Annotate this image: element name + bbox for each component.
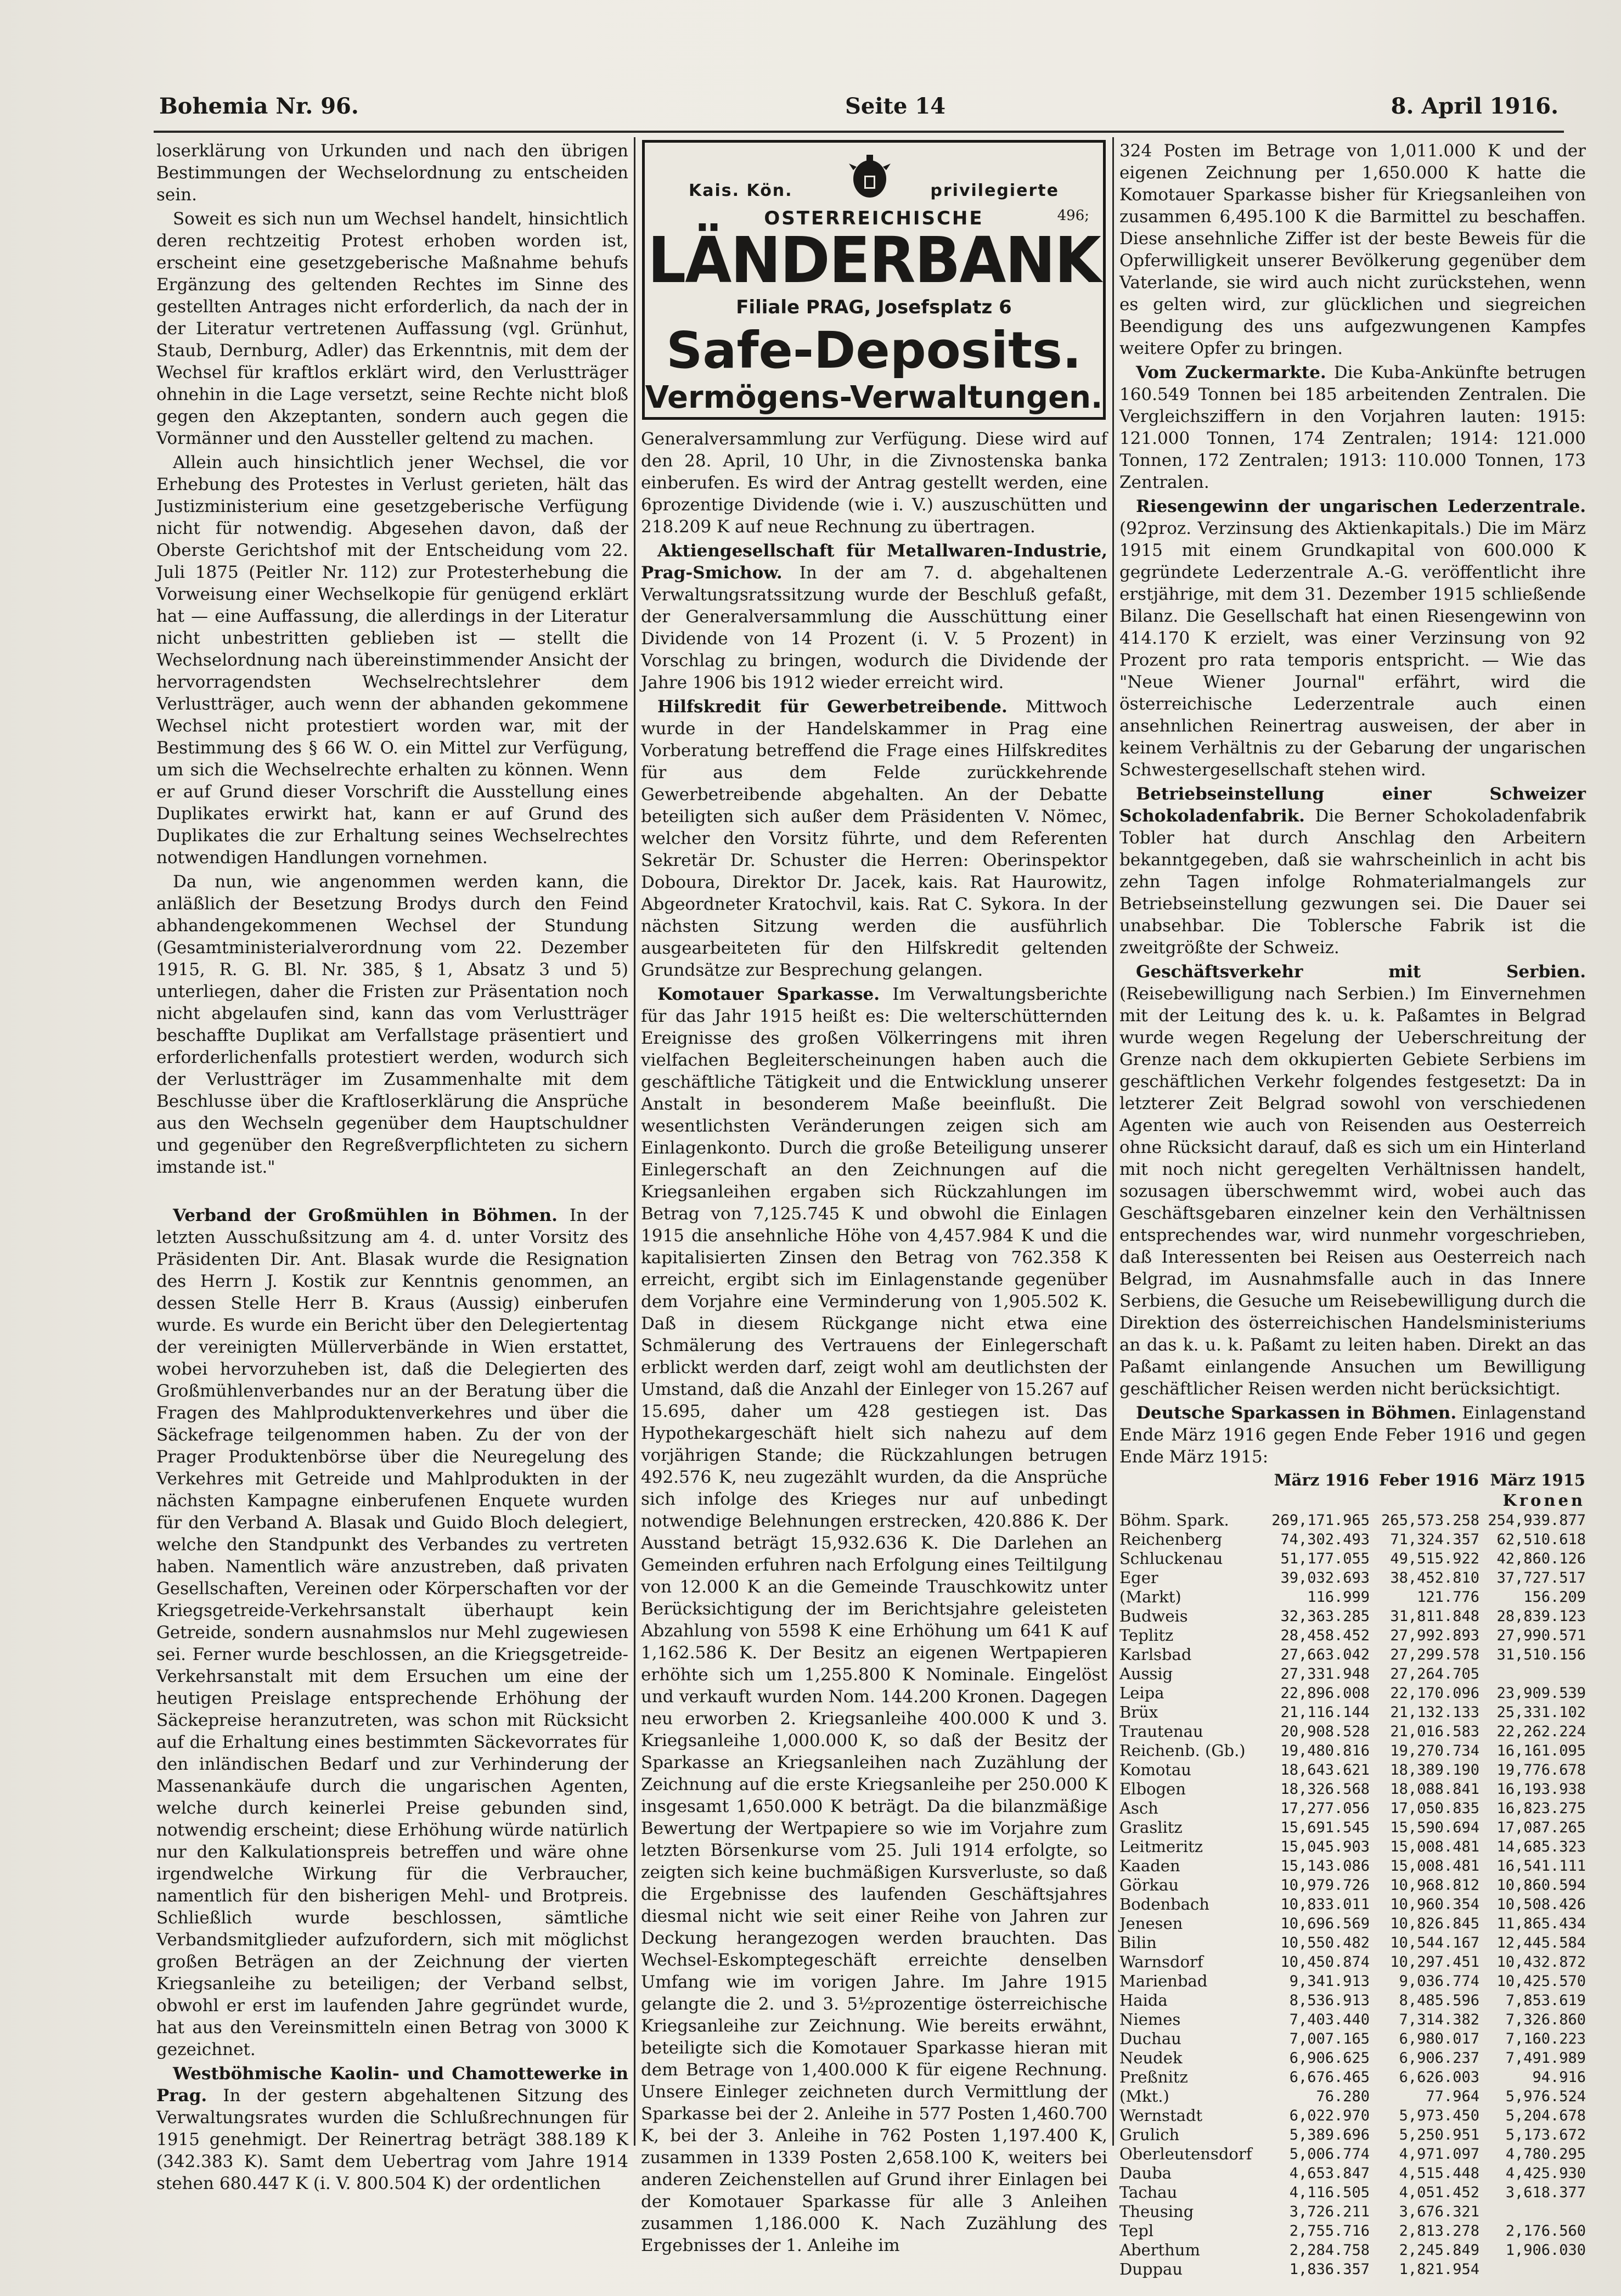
bank-name-cell: Brüx <box>1119 1703 1158 1721</box>
article-heading: Westböhmische Kaolin- und Chamottewerke in Prag. <box>156 2064 628 2106</box>
amount-cell: 15,590.694 <box>1390 1819 1479 1836</box>
amount-cell: 49,515.922 <box>1390 1550 1479 1567</box>
amount-cell: 76.280 <box>1316 2088 1370 2105</box>
bank-name-cell: Budweis <box>1119 1607 1188 1625</box>
column-rule-left <box>634 137 635 2146</box>
table-row <box>1119 1588 1586 1607</box>
amount-cell: 3,726.211 <box>1289 2203 1370 2220</box>
header-date: 8. April 1916. <box>1391 93 1558 119</box>
table-row <box>1119 1607 1586 1626</box>
bank-name-cell: Reichenberg <box>1119 1530 1223 1549</box>
article-heading: Aktiengesellschaft für Metallwaren-Industrie, Prag-Smichow. <box>641 541 1107 583</box>
table-row <box>1119 1933 1586 1952</box>
amount-cell: 10,297.451 <box>1390 1954 1479 1971</box>
table-row <box>1119 1837 1586 1856</box>
amount-cell: 62,510.618 <box>1496 1531 1586 1548</box>
amount-cell: 6,626.003 <box>1399 2069 1479 2086</box>
table-row <box>1119 2241 1586 2260</box>
amount-cell: 27,299.578 <box>1390 1646 1479 1663</box>
table-row <box>1119 2221 1586 2241</box>
bank-name-cell: Schluckenau <box>1119 1549 1223 1568</box>
amount-cell: 9,341.913 <box>1289 1973 1370 1990</box>
paragraph: Die Kuba-Ankünfte betrugen 160.549 Tonnen bei 185 arbeitenden Zentralen. Die Vergleichsziffern in den Vorjahren lauten: 1915: 121.000 Tonnen, 174 Zentralen; 1914: 121.000 Tonnen, 172 Zentralen; 1913: 110.000 Tonnen, 173 Zentralen. <box>1119 363 1586 492</box>
table-row <box>1119 1914 1586 1933</box>
table-row <box>1119 1530 1586 1549</box>
amount-cell: 156.209 <box>1523 1589 1586 1606</box>
savings-banks-table <box>1119 1470 1586 2279</box>
amount-cell: 7,007.165 <box>1289 2030 1370 2047</box>
bank-name-cell: Bodenbach <box>1119 1895 1209 1914</box>
amount-cell: 16,541.111 <box>1496 1858 1586 1875</box>
table-row <box>1119 1684 1586 1703</box>
bank-name-cell: Görkau <box>1119 1876 1179 1894</box>
bank-name-cell: Asch <box>1119 1799 1158 1817</box>
amount-cell: 5,173.672 <box>1505 2126 1586 2143</box>
amount-cell: 18,389.190 <box>1390 1762 1479 1779</box>
amount-cell: 7,314.382 <box>1399 2011 1479 2028</box>
amount-cell: 10,544.167 <box>1390 1934 1479 1951</box>
page-header <box>148 88 1564 132</box>
amount-cell: 3,618.377 <box>1505 2184 1586 2201</box>
bank-name-cell: Kaaden <box>1119 1856 1180 1875</box>
table-row <box>1119 1741 1586 1760</box>
amount-cell: 7,326.860 <box>1505 2011 1586 2028</box>
amount-cell: 6,906.625 <box>1289 2050 1370 2067</box>
table-row <box>1119 2145 1586 2164</box>
article-heading: Betriebseinstellung einer Schweizer Schokoladenfabrik. <box>1119 784 1586 826</box>
bank-name-cell: Marienbad <box>1119 1972 1208 1990</box>
amount-cell: 15,691.545 <box>1280 1819 1370 1836</box>
table-row <box>1119 2164 1586 2183</box>
paragraph: Soweit es sich nun um Wechsel handelt, hinsichtlich deren rechtzeitig Protest erhoben worden ist, erscheint eine gesetzgeberische Maßnahme behufs Ergänzung des geltenden Rechtes im Sinne des gestellten Antrages nicht erforderlich, da nach der in der Literatur vertretenen Auffassung (vgl. Grünhut, Staub, Dernburg, Adler) das Erkenntnis, mit dem der Wechsel für kraftlos erklärt wird, den Verlustträger ohnehin in die Lage versetzt, seine Rechte nicht bloß gegen den Akzeptanten, sondern auch gegen die Vormänner und den Aussteller geltend zu machen. <box>156 209 628 448</box>
amount-cell: 22,170.096 <box>1390 1685 1479 1702</box>
amount-cell: 7,853.619 <box>1505 1992 1586 2009</box>
paragraph: Die Berner Schokoladenfabrik Tobler hat durch Anschlag den Arbeitern bekanntgegeben, daß sie wahrscheinlich in acht bis zehn Tagen infolge Rohmaterialmangels zur Betriebseinstellung gezwungen sei. Die Dauer sei unabsehbar. Die Toblersche Fabrik ist die zweitgrößte der Schweiz. <box>1119 806 1586 958</box>
amount-cell: 10,450.874 <box>1280 1954 1370 1971</box>
amount-cell: 27,990.571 <box>1496 1627 1586 1644</box>
amount-cell: 15,008.481 <box>1390 1858 1479 1875</box>
amount-cell <box>1479 1664 1586 1684</box>
laenderbank-advertisement: Kais. Kön. privilegierte OSTERREICHISCHE 496; LÄNDERBANK Filiale PRAG, Josefsplatz 6 Safe-Deposits. Vermögens-Verwaltungen. <box>642 140 1106 420</box>
amount-cell: 1,906.030 <box>1505 2242 1586 2259</box>
amount-cell: 74,302.493 <box>1280 1531 1370 1548</box>
article-heading: Komotauer Sparkasse. <box>657 984 880 1004</box>
amount-cell: 8,536.913 <box>1289 1992 1370 2009</box>
paragraph: Da nun, wie angenommen werden kann, die anläßlich der Besetzung Brodys durch den Feind abhandengekommenen Wechsel der Stundung (Gesamtministerialverordnung vom 22. Dezember 1915, R. G. Bl. Nr. 385, § 1, Absatz 3 und 5) unterliegen, daher die Fristen zur Präsentation noch nicht abgelaufen sind, kann das vom Verlustträger beschaffte Duplikat am Verfallstage präsentiert und erforderlichenfalls protestiert werden, wodurch sich der Verlustträger im Zusammenhalte mit dem Beschlusse über die Kraftloserklärung die Ansprüche aus den Wechseln gegenüber dem Hauptschuldner und gegenüber den Regreßverpflichteten zu sichern imstande ist." <box>156 872 628 1177</box>
amount-cell: 254,939.877 <box>1488 1512 1586 1529</box>
amount-cell: 21,116.144 <box>1280 1704 1370 1721</box>
table-header: März 1916 <box>1274 1471 1370 1489</box>
amount-cell <box>1479 2260 1586 2279</box>
amount-cell: 4,116.505 <box>1289 2184 1370 2201</box>
amount-cell: 5,389.696 <box>1289 2126 1370 2143</box>
amount-cell: 16,823.275 <box>1496 1800 1586 1817</box>
amount-cell: 77.964 <box>1426 2088 1479 2105</box>
amount-cell: 10,960.354 <box>1390 1896 1479 1913</box>
column-rule-right <box>1112 137 1114 2146</box>
bank-name-cell: Duppau <box>1119 2260 1183 2278</box>
table-row <box>1119 1856 1586 1876</box>
ad-asset-management: Vermögens-Verwaltungen. <box>645 380 1103 415</box>
amount-cell: 9,036.774 <box>1399 1973 1479 1990</box>
table-header: März 1915 <box>1490 1471 1585 1489</box>
paragraph: (92proz. Verzinsung des Aktienkapitals.) Die im März 1915 mit einem Grundkapital von 600.000 K gegründete Lederzentrale A.-G. veröffentlicht ihre erstjährige, mit dem 31. Dezember 1915 schließende Bilanz. Die Gesellschaft hat einen Riesengewinn von 414.170 K erzielt, was einer Verzinsung von 92 Prozent pro rata temporis entspricht. — Wie das "Neue Wiener Journal" erfährt, wird die österreichische Lederzentrale auch einen ansehnlichen Reinertrag ausweisen, der aber in keinem Verhältnis zu der Gebarung der ungarischen Schwestergesellschaft stehen wird. <box>1119 519 1586 780</box>
amount-cell: 19,270.734 <box>1390 1742 1479 1759</box>
table-row <box>1119 1549 1586 1568</box>
bank-name-cell: Jenesen <box>1119 1914 1183 1933</box>
amount-cell: 27,992.893 <box>1390 1627 1479 1644</box>
bank-name-cell: Grulich <box>1119 2125 1180 2144</box>
amount-cell: 31,811.848 <box>1390 1608 1479 1625</box>
paragraph: loserklärung von Urkunden und nach den übrigen Bestimmungen der Wechselordnung zu entscheiden sein. <box>156 141 628 205</box>
amount-cell: 15,045.903 <box>1280 1838 1370 1855</box>
bank-name-cell: Teplitz <box>1119 1626 1174 1645</box>
amount-cell: 16,161.095 <box>1496 1742 1586 1759</box>
amount-cell: 2,284.758 <box>1289 2242 1370 2259</box>
amount-cell: 28,458.452 <box>1280 1627 1370 1644</box>
paragraph: In der am 7. d. abgehaltenen Verwaltungsratssitzung wurde der Beschluß gefaßt, der Generalversammlung die Ausschüttung einer Dividende von 14 Prozent (i. V. 5 Prozent) in Vorschlag zu bringen, wodurch die Dividende der Jahre 1906 bis 1912 wieder erreicht wird. <box>641 563 1107 693</box>
table-header: Feber 1916 <box>1378 1471 1479 1489</box>
amount-cell: 51,177.055 <box>1280 1550 1370 1567</box>
article-heading: Vom Zuckermarkte. <box>1136 363 1326 382</box>
paragraph: 324 Posten im Betrage von 1,011.000 K und der eigenen Zeichnung per 1,650.000 K hatte die Komotauer Sparkasse bisher für Kriegsanleihen von zusammen 6,495.100 K die Barmittel zu beschaffen. Diese ansehnliche Ziffer ist der beste Beweis für die Opferwilligkeit unserer Bevölkerung gegenüber dem Vaterlande, sie wird auch nicht zurückstehen, wenn es gelten wird, zur glücklichen und siegreichen Beendigung des uns aufgezwungenen Kampfes weitere Opfer zu bringen. <box>1119 141 1586 358</box>
bank-name-cell: Bilin <box>1119 1933 1157 1952</box>
bank-name-cell: Böhm. Spark. <box>1119 1511 1229 1529</box>
amount-cell: 4,425.930 <box>1505 2165 1586 2182</box>
article-heading: Verband der Großmühlen in Böhmen. <box>173 1206 558 1225</box>
bank-name-cell: Graslitz <box>1119 1818 1183 1837</box>
amount-cell: 10,425.570 <box>1496 1973 1586 1990</box>
amount-cell: 27,331.948 <box>1280 1665 1370 1682</box>
amount-cell: 2,755.716 <box>1289 2222 1370 2239</box>
table-row <box>1119 1645 1586 1664</box>
amount-cell: 4,051.452 <box>1399 2184 1479 2201</box>
amount-cell: 19,776.678 <box>1496 1762 1586 1779</box>
amount-cell: 2,245.849 <box>1399 2242 1479 2259</box>
amount-cell: 265,573.258 <box>1381 1512 1479 1529</box>
amount-cell: 5,006.774 <box>1289 2146 1370 2163</box>
bank-name-cell: Eger <box>1119 1568 1158 1587</box>
amount-cell: 6,676.465 <box>1289 2069 1370 2086</box>
article-heading: Hilfskredit für Gewerbetreibende. <box>657 697 1008 717</box>
amount-cell: 71,324.357 <box>1390 1531 1479 1548</box>
table-row <box>1119 2260 1586 2279</box>
amount-cell: 5,976.524 <box>1505 2088 1586 2105</box>
bank-name-cell: Leipa <box>1119 1684 1164 1702</box>
paragraph: (Reisebewilligung nach Serbien.) Im Einvernehmen mit der Leitung des k. u. k. Paßamtes in Belgrad wurde wegen Regelung der Ueberschreitung der Grenze nach dem okkupierten Gebiete Serbiens im geschäftlichen Verkehr folgendes festgesetzt: Da in letzterer Zeit Belgrad sowohl von verschiedenen Agenten wie auch von Reisenden aus Oesterreich ohne Rücksicht darauf, daß es sich um ein Hinterland mit noch nicht geregelten Verhältnissen handelt, sozusagen überschwemmt wird, wobei auch das Geschäftsgebaren einzelner kein den Verhältnissen entsprechendes war, wird nunmehr vorgeschrieben, daß Interessenten bei Reisen aus Oesterreich nach Belgrad, im Ausnahmsfalle auch in das Innere Serbiens, die Gesuche um Reisebewilligung durch die Direktion des österreichischen Handelsministeriums an das k. u. k. Paßamt zu leiten haben. Direkt an das Paßamt einlangende Ansuchen um Bewilligung geschäftlicher Reisen werden nicht berücksichtigt. <box>1119 984 1586 1399</box>
amount-cell: 4,971.097 <box>1399 2146 1479 2163</box>
amount-cell: 2,176.560 <box>1505 2222 1586 2239</box>
amount-cell: 7,491.989 <box>1505 2050 1586 2067</box>
amount-cell: 20,908.528 <box>1280 1723 1370 1740</box>
table-row <box>1119 1722 1586 1741</box>
bank-name-cell: (Markt) <box>1119 1588 1181 1606</box>
column-1 <box>156 140 628 2193</box>
amount-cell: 10,968.812 <box>1390 1877 1479 1894</box>
table-row <box>1119 2087 1586 2106</box>
header-page-number: Seite 14 <box>845 93 946 119</box>
table-row <box>1119 2029 1586 2049</box>
ad-bank-name: LÄNDERBANK <box>648 223 1100 297</box>
amount-cell: 28,839.123 <box>1496 1608 1586 1625</box>
amount-cell: 22,896.008 <box>1280 1685 1370 1702</box>
amount-cell: 5,204.678 <box>1505 2107 1586 2124</box>
table-row <box>1119 1799 1586 1818</box>
bank-name-cell: Aussig <box>1119 1664 1173 1683</box>
amount-cell: 116.999 <box>1307 1589 1370 1606</box>
bank-name-cell: Warnsdorf <box>1119 1952 1203 1971</box>
header-rule <box>154 131 1564 133</box>
amount-cell: 27,663.042 <box>1280 1646 1370 1663</box>
amount-cell: 22,262.224 <box>1496 1723 1586 1740</box>
bank-name-cell: Haida <box>1119 1991 1168 2010</box>
bank-name-cell: Wernstadt <box>1119 2106 1203 2125</box>
column-3 <box>1119 140 1586 2278</box>
bank-name-cell: Tachau <box>1119 2183 1178 2202</box>
amount-cell: 18,643.621 <box>1280 1762 1370 1779</box>
article-heading: Riesengewinn der ungarischen Lederzentrale. <box>1136 497 1586 516</box>
amount-cell: 27,264.705 <box>1390 1665 1479 1682</box>
amount-cell: 11,865.434 <box>1496 1915 1586 1932</box>
paragraph: Einlagenstand Ende März 1916 gegen Ende Feber 1916 und gegen Ende März 1915: <box>1119 1403 1586 1467</box>
amount-cell: 15,143.086 <box>1280 1858 1370 1875</box>
bank-name-cell: Neudek <box>1119 2049 1183 2067</box>
amount-cell: 10,696.569 <box>1280 1915 1370 1932</box>
table-row <box>1119 2183 1586 2202</box>
amount-cell: 10,860.594 <box>1496 1877 1586 1894</box>
paragraph: In der letzten Ausschußsitzung am 4. d. unter Vorsitz des Präsidenten Dir. Ant. Blasak wurde die Resignation des Herrn J. Kostik zur Kenntnis genommen, an dessen Stelle Herr B. Kraus (Aussig) einberufen wurde. Es wurde ein Bericht über den Delegiertentag der vereinigten Müllerverbände in Wien erstattet, wobei hervorzuheben ist, daß die Delegierten des Großmühlenverbandes nur an der Beratung über die Fragen des Mahlproduktenverkehres und über die Säckefrage teilgenommen haben. Zu der von der Prager Produktenbörse über die Neuregelung des Verkehres mit Getreide und Mahlprodukten in der nächsten Kampagne einberufenen Enquete wurden für den Verband A. Blasak und Guido Bloch delegiert, welche den Standpunkt des Verbandes zu vertreten haben. Namentlich wäre anzustreben, daß privaten Gesellschaften, Vereinen oder Körperschaften vor der Kriegsgetreide-Verkehrsanstalt überhaupt kein Getreide, sondern ausnahmslos nur Mehl zugewiesen sei. Ferner wurde beschlossen, an die Kriegsgetreide-Verkehrsanstalt mit dem Ersuchen um eine der heutigen Preislage entsprechende Erhöhung der Säckepreise heranzutreten, was schon mit Rücksicht auf die Erhaltung eines bestimmten Säckevorrates für den inländischen Bedarf und zur Verhinderung der Massenankäufe durch die ungarischen Agenten, welche durch keinerlei Preise gebunden sind, notwendig erscheint; diese Erhöhung würde natürlich nur den Kalkulationspreis betreffen und wäre ohne irgendwelche Wirkung für die Verbraucher, namentlich für den bisherigen Mehl- und Brotpreis. Schließlich wurde beschlossen, sämtliche Verbandsmitglieder aufzufordern, sich mit möglichst großen Beträgen an der Zeichnung der vierten Kriegsanleihe zu beteiligen; der Verband selbst, obwohl er erst im laufenden Jahre gegründet wurde, hat aus den Vereinsmitteln einen Betrag von 3000 K gezeichnet. <box>156 1206 628 2059</box>
paragraph: In der gestern abgehaltenen Sitzung des Verwaltungsrates wurden die Schlußrechnungen für 1915 genehmigt. Der Reinertrag beträgt 388.189 K (342.383 K). Samt dem Uebertrag vom Jahre 1914 stehen 680.447 K (i. V. 800.504 K) der ordentlichen <box>156 2086 628 2193</box>
bank-name-cell: Elbogen <box>1119 1780 1186 1798</box>
table-row <box>1119 1568 1586 1588</box>
table-row <box>1119 2068 1586 2087</box>
header-issue: Bohemia Nr. 96. <box>159 93 359 119</box>
amount-cell: 32,363.285 <box>1280 1608 1370 1625</box>
table-row <box>1119 1664 1586 1684</box>
bank-name-cell: Dauba <box>1119 2164 1172 2182</box>
table-row <box>1119 1703 1586 1722</box>
paragraph: Allein auch hinsichtlich jener Wechsel, die vor Erhebung des Protestes in Verlust gerieten, hält das Justizministerium eine gesetzgeberische Verfügung nicht für notwendig. Abgesehen davon, daß der Oberste Gerichtshof mit der Entscheidung vom 22. Juli 1875 (Peitler Nr. 112) zur Protesterhebung die Vorweisung einer Wechselkopie für genügend erklärt hat — eine Auffassung, die allerdings in der Literatur nicht unbestritten geblieben ist — stellt die Wechselordnung nach übereinstimmender Ansicht der hervorragendsten Wechselrechtslehrer dem Verlustträger, auch wenn der abhanden gekommene Wechsel nicht protestiert worden war, mit der Bestimmung des § 66 W. O. ein Mittel zur Verfügung, um sich die Wechselrechte erhalten zu können. Wenn er auf Grund dieser Vorschrift die Ausstellung eines Duplikates erwirkt hat, kann er auf Grund des Duplikates die zur Erhaltung seines Wechselrechtes notwendigen Handlungen vornehmen. <box>156 453 628 868</box>
table-row <box>1119 1991 1586 2010</box>
amount-cell: 15,008.481 <box>1390 1838 1479 1855</box>
bank-name-cell: Preßnitz <box>1119 2068 1188 2086</box>
amount-cell: 39,032.693 <box>1280 1569 1370 1586</box>
amount-cell: 1,821.954 <box>1399 2261 1479 2278</box>
amount-cell: 10,833.011 <box>1280 1896 1370 1913</box>
amount-cell: 31,510.156 <box>1496 1646 1586 1663</box>
table-row <box>1119 2106 1586 2125</box>
bank-name-cell: Aberthum <box>1119 2241 1201 2259</box>
amount-cell: 12,445.584 <box>1496 1934 1586 1951</box>
amount-cell: 25,331.102 <box>1496 1704 1586 1721</box>
ad-number: 496; <box>1057 207 1089 224</box>
amount-cell: 10,979.726 <box>1280 1877 1370 1894</box>
amount-cell: 16,193.938 <box>1496 1781 1586 1798</box>
amount-cell: 2,813.278 <box>1399 2222 1479 2239</box>
paragraph: Mittwoch wurde in der Handelskammer in Prag eine Vorberatung betreffend die Frage eines Hilfskredites für aus dem Felde zurückkehrende Gewerbetreibende abgehalten. An der Debatte beteiligten sich außer dem Präsidenten V. Nömec, welcher den Vorsitz führte, und dem Referenten Sekretär Dr. Schuster die Herren: Oberinspektor Doboura, Direktor Dr. Jacek, kais. Rat Haurowitz, Abgeordneter Kratochvil, kais. Rat C. Sykora. In der nächsten Sitzung werden die ausführlich ausgearbeiteten für den Hilfskredit geltenden Grundsätze zur Besprechung gelangen. <box>641 697 1107 980</box>
bank-name-cell: (Mkt.) <box>1119 2087 1169 2106</box>
ad-branch: Filiale PRAG, Josefsplatz 6 <box>736 296 1012 318</box>
amount-cell: 121.776 <box>1417 1589 1479 1606</box>
amount-cell: 269,171.965 <box>1271 1512 1370 1529</box>
amount-cell: 10,550.482 <box>1280 1934 1370 1951</box>
bank-name-cell: Trautenau <box>1119 1722 1203 1741</box>
table-row <box>1119 1818 1586 1837</box>
amount-cell: 4,780.295 <box>1505 2146 1586 2163</box>
amount-cell: 6,980.017 <box>1399 2030 1479 2047</box>
spacer <box>156 1180 628 1202</box>
amount-cell: 7,403.440 <box>1289 2011 1370 2028</box>
table-row <box>1119 1952 1586 1972</box>
table-row <box>1119 2125 1586 2145</box>
column-2 <box>641 428 1107 2255</box>
amount-cell: 6,022.970 <box>1289 2107 1370 2124</box>
amount-cell: 1,836.357 <box>1289 2261 1370 2278</box>
table-row <box>1119 2202 1586 2221</box>
article-heading: Deutsche Sparkassen in Böhmen. <box>1136 1403 1457 1423</box>
bank-name-cell: Komotau <box>1119 1760 1191 1779</box>
paragraph: Im Verwaltungsberichte für das Jahr 1915 heißt es: Die welterschütternden Ereignisse des großen Völkerringens mit ihren vielfachen Begleiterscheinungen haben auch die geschäftliche Tätigkeit und die Entwicklung unserer Anstalt in besonderem Maße beeinflußt. Die wesentlichsten Veränderungen zeigen sich am Einlagenkonto. Durch die große Beteiligung unserer Einlegerschaft an den Zeichnungen auf die Kriegsanleihen ergaben sich Rückzahlungen im Betrag von 7,125.745 K und obwohl die Einlagen 1915 die ansehnliche Höhe von 4,457.984 K und die kapitalisierten Zinsen den Betrag von 762.358 K erreicht, ergibt sich im Einlagenstande gegenüber dem Vorjahre eine Verminderung von 1,905.502 K. Daß in diesem Rückgange nicht etwa eine Schmälerung des Vertrauens der Einlegerschaft erblickt werden darf, zeigt wohl am deutlichsten der Umstand, daß die Anzahl der Einleger von 15.267 auf 15.695, daher um 428 gestiegen ist. Das Hypothekargeschäft hielt sich nahezu auf dem vorjährigen Stande; die Rückzahlungen betrugen 492.576 K, neu zugezählt wurden, da die Ansprüche sich infolge des Krieges nur auf unbedingt notwendige Belehnungen erstrecken, 420.886 K. Der Ausstand beträgt 15,932.636 K. Die Darlehen an Gemeinden erfuhren nach Erfolgung eines Teiltilgung von 12.000 K an die Gemeinde Trauschkowitz unter Berücksichtigung der im Berichtsjahre geleisteten Abzahlung von 5598 K eine Erhöhung um 641 K auf 1,162.586 K. Der Besitz an eigenen Wertpapieren erhöhte sich um 1,255.800 K Nominale. Eingelöst und verkauft wurden Nom. 144.200 Kronen. Dagegen neu erworben 2. Kriegsanleihe 400.000 K und 3. Kriegsanleihe 1,000.000 K, so daß der Besitz der Sparkasse an Kriegsanleihen nach Zuzählung der Zeichnung auf die erste Kriegsanleihe per 250.000 K insgesamt 1,650.000 K beträgt. Da die bilanzmäßige Bewertung der Wertpapiere so wie im Vorjahre zum letzten Börsenkurse vom 25. Juli 1914 erfolgte, so zeigten sich keine buchmäßigen Kursverluste, so daß die Ergebnisse des laufenden Geschäftsjahres diesmal nicht wie seit einer Reihe von Jahren zur Deckung herangezogen werden brauchten. Das Wechsel-Eskomptegeschäft erreichte denselben Umfang wie im vorigen Jahre. Im Jahre 1915 gelangte die 2. und 3. 5½prozentige österreichische Kriegsanleihe zur Zeichnung. Wie bereits erwähnt, beteiligte sich die Komotauer Sparkasse hieran mit dem Betrage von 1,400.000 K für eigene Rechnung. Unsere Einleger zeichneten durch Vermittlung der Sparkasse bei der 2. Anleihe in 577 Posten 1,460.700 K, bei der 3. Anleihe in 762 Posten 1,197.400 K, zusammen in 1339 Posten 2,658.100 K, weiters bei anderen Zeichenstellen auf Grund ihrer Einlagen bei der Komotauer Sparkasse für alle 3 Anleihen zusammen 1,186.000 K. Nach Zuzählung des Ergebnisses der 1. Anleihe im <box>641 984 1107 2255</box>
amount-cell: 10,508.426 <box>1496 1896 1586 1913</box>
paragraph: Generalversammlung zur Verfügung. Diese wird auf den 28. April, 10 Uhr, in die Zivnostenska banka einberufen. Es wird der Antrag gestellt werden, eine 6prozentige Dividende (wie i. V.) auszuschütten und 218.209 K auf neue Rechnung zu übertragen. <box>641 429 1107 537</box>
amount-cell: 37,727.517 <box>1496 1569 1586 1586</box>
bank-name-cell: Niemes <box>1119 2010 1181 2029</box>
table-row <box>1119 1972 1586 1991</box>
amount-cell: 10,826.845 <box>1390 1915 1479 1932</box>
amount-cell: 8,485.596 <box>1399 1992 1479 2009</box>
bank-name-cell: Tepl <box>1119 2221 1154 2240</box>
table-row <box>1119 1876 1586 1895</box>
table-row <box>1119 2010 1586 2029</box>
table-row <box>1119 1895 1586 1914</box>
amount-cell: 18,088.841 <box>1390 1781 1479 1798</box>
bank-name-cell: Theusing <box>1119 2202 1194 2221</box>
bank-name-cell: Karlsbad <box>1119 1645 1192 1664</box>
ad-safe-deposits: Safe-Deposits. <box>666 321 1082 380</box>
amount-cell: 3,676.321 <box>1399 2203 1479 2220</box>
amount-cell: 17,087.265 <box>1496 1819 1586 1836</box>
amount-cell: 17,277.056 <box>1280 1800 1370 1817</box>
amount-cell: 4,653.847 <box>1289 2165 1370 2182</box>
table-row <box>1119 1511 1586 1530</box>
amount-cell: 38,452.810 <box>1390 1569 1479 1586</box>
amount-cell: 14,685.323 <box>1496 1838 1586 1855</box>
amount-cell: 7,160.223 <box>1505 2030 1586 2047</box>
amount-cell: 94.916 <box>1532 2069 1586 2086</box>
amount-cell: 6,906.237 <box>1399 2050 1479 2067</box>
amount-cell: 5,973.450 <box>1399 2107 1479 2124</box>
amount-cell: 21,016.583 <box>1390 1723 1479 1740</box>
bank-name-cell: Oberleutensdorf <box>1119 2145 1252 2163</box>
amount-cell: 5,250.951 <box>1399 2126 1479 2143</box>
table-row <box>1119 2049 1586 2068</box>
amount-cell: 17,050.835 <box>1390 1800 1479 1817</box>
table-row <box>1119 1760 1586 1780</box>
table-unit: Kronen <box>1502 1491 1585 1510</box>
article-heading: Geschäftsverkehr mit Serbien. <box>1136 962 1586 982</box>
amount-cell: 10,432.872 <box>1496 1954 1586 1971</box>
bank-name-cell: Duchau <box>1119 2029 1181 2048</box>
table-row <box>1119 1626 1586 1645</box>
bank-name-cell: Reichenb. (Gb.) <box>1119 1741 1246 1760</box>
double-eagle-crest-icon <box>848 154 892 204</box>
amount-cell: 23,909.539 <box>1496 1685 1586 1702</box>
ad-austrian-line: OSTERREICHISCHE <box>764 207 984 229</box>
amount-cell: 19,480.816 <box>1280 1742 1370 1759</box>
amount-cell: 18,326.568 <box>1280 1781 1370 1798</box>
amount-cell: 4,515.448 <box>1399 2165 1479 2182</box>
amount-cell: 42,860.126 <box>1496 1550 1586 1567</box>
bank-name-cell: Leitmeritz <box>1119 1837 1203 1856</box>
table-row <box>1119 1780 1586 1799</box>
amount-cell <box>1479 2202 1586 2221</box>
amount-cell: 21,132.133 <box>1390 1704 1479 1721</box>
